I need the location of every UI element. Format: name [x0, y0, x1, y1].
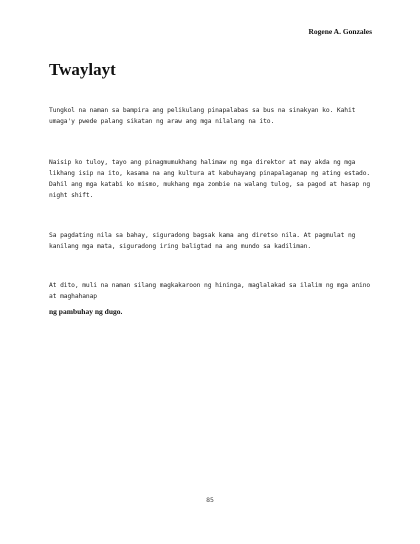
- paragraph-1: Tungkol na naman sa bampira ang pelikulang pinapalabas sa bus na sinakyan ko. Kahit umaga'y pwede palang sikatan ng araw ang mga nilalang na ito.: [49, 107, 356, 125]
- author-name: Rogene A. Gonzales: [308, 27, 372, 36]
- paragraph-3: Sa pagdating nila sa bahay, siguradong bagsak kama ang diretso nila. At pagmulat ng kanilang mga mata, siguradong iring baligtad na ang mundo sa kadiliman.: [49, 232, 356, 250]
- page-title: Twaylayt: [49, 60, 116, 79]
- paragraph-4: At dito, muli na naman silang magkakaroon ng hininga, maglalakad sa ilalim ng mga anino at maghahanap: [49, 282, 371, 300]
- paragraph-2: Naisip ko tuloy, tayo ang pinagmumukhang halimaw ng mga direktor at may akda ng mga likhang isip na ito, kasama na ang kultura at kabuhayang pinapalaganap ng ating estado. Dahil ang mga katabi ko mismo, mukhang mga zombie na walang tulog, sa pagod at hasap ng night shift.: [49, 159, 371, 199]
- closing-line: ng pambuhay ng dugo.: [49, 307, 123, 316]
- page-number: 85: [206, 496, 214, 504]
